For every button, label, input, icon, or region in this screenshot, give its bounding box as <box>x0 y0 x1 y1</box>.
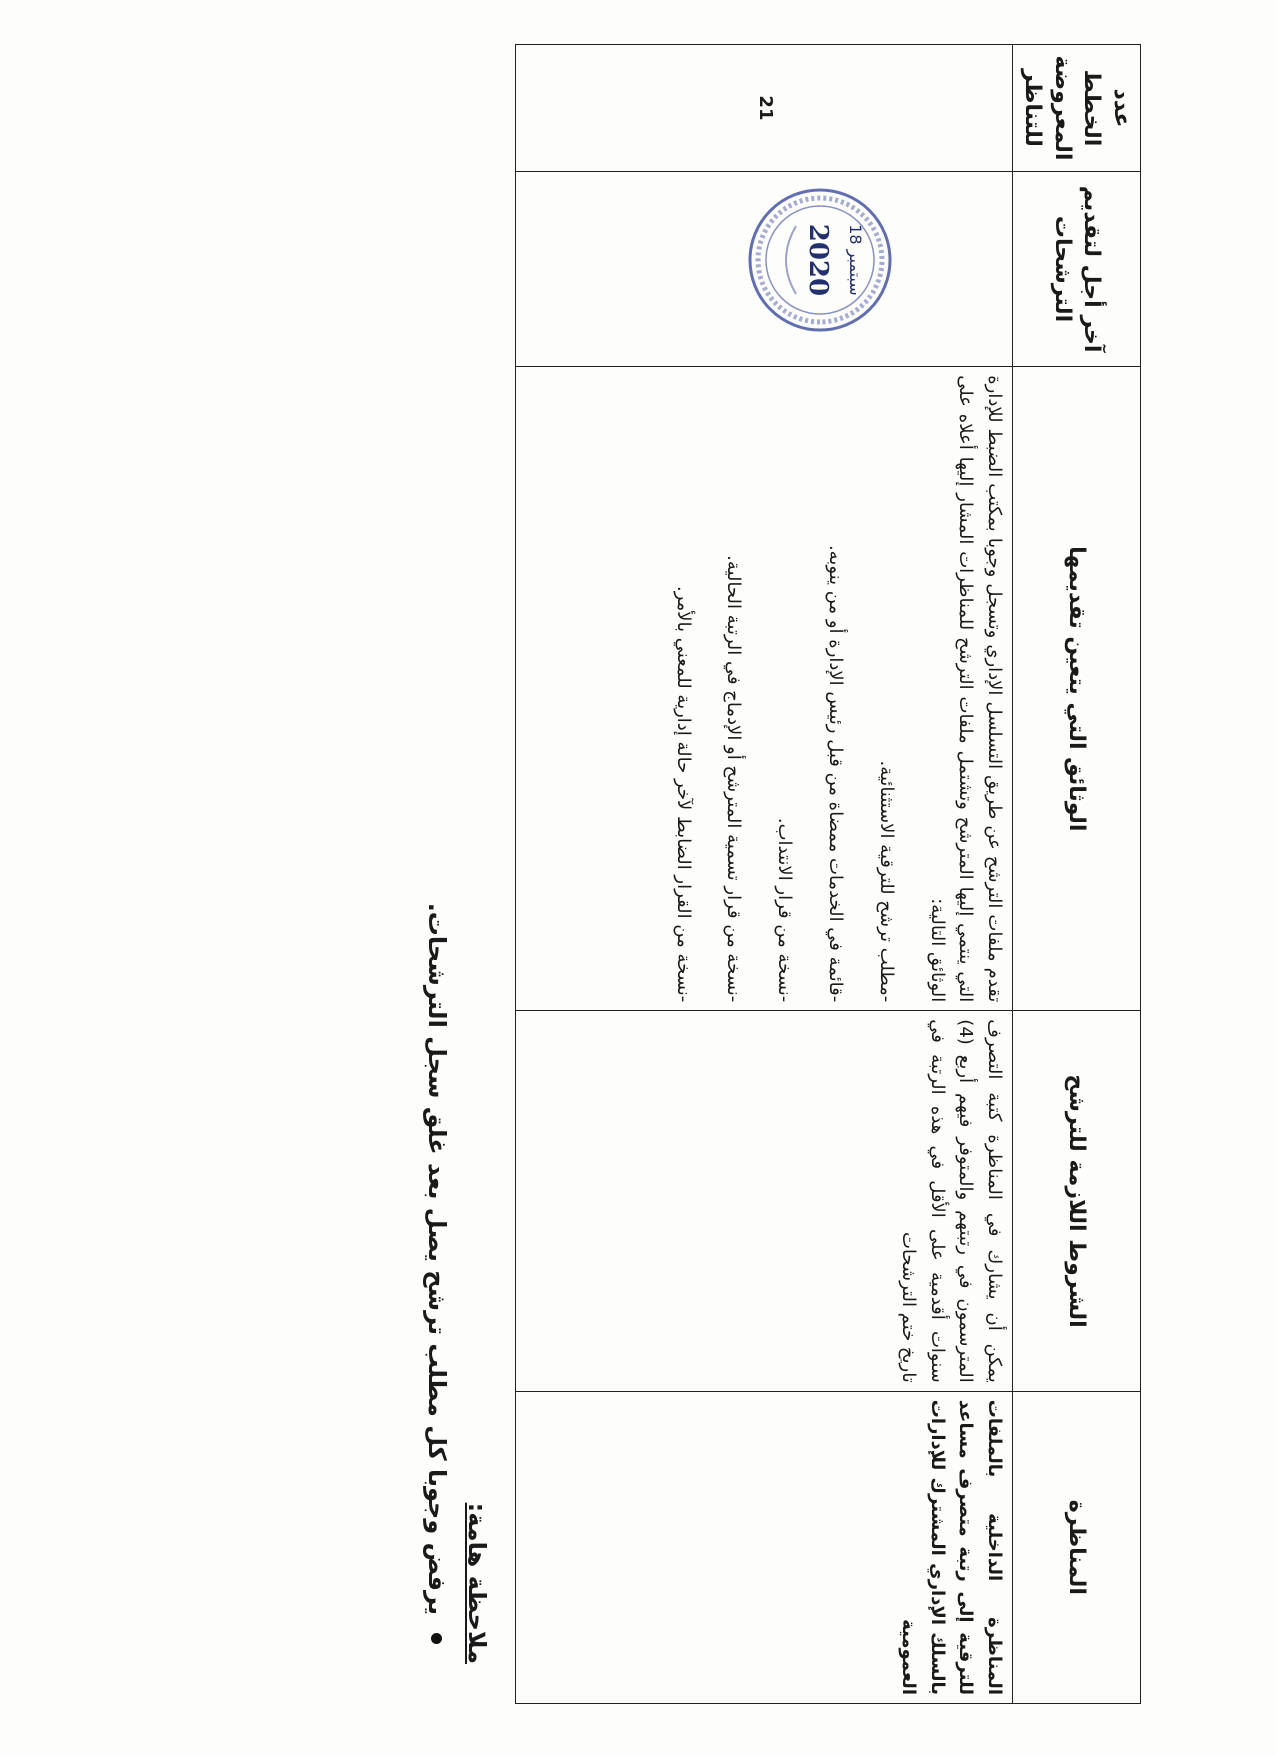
note-text: يرفض وجوبا كل مطلب ترشح يصل بعد غلق سجل الترشحات. <box>423 902 451 1615</box>
stamp-day: 18 سبتمبر <box>846 224 866 296</box>
document-item: -نسخة من القرار الضابط لآخر حالة إدارية للمعني بالأمر. <box>672 585 694 1003</box>
stamp-year: 2020 <box>803 223 834 297</box>
important-note <box>423 44 491 1704</box>
document-item: -نسخة من قرار الانتداب. <box>774 817 796 1003</box>
bullet-icon <box>432 1633 443 1644</box>
table-row <box>516 45 1013 1704</box>
header-documents: الوثائق التي يتعين تقديمها <box>1013 367 1141 1011</box>
document-item: -نسخة من قرار تسمية المترشح أو الإدماج في الرتبة الحالية. <box>723 555 745 1003</box>
cell-deadline <box>516 171 1013 366</box>
document-item: -مطلب ترشح للترقية الاستثنائية. <box>875 760 897 1003</box>
rotated-page <box>141 44 1141 1704</box>
cell-positions: 21 <box>516 45 1013 172</box>
document-item: -قائمة في الخدمات ممضاة من قبل رئيس الإدارة أو من ينوبه. <box>825 544 847 1003</box>
header-deadline: آخر أجل لتقديم الترشحات <box>1013 171 1141 366</box>
cell-exam: المناظرة الداخلية بالملفات للترقية إلى رتبة متصرف مساعد بالسلك الإداري المشترك للإدارات العمومية <box>516 1391 1013 1703</box>
documents-intro: تقدم ملفات الترشح عن طريق التسلسل الإداري وتسجل وجوبا بمكتب الضبط للإدارة التي ينتمي إليها المترشح وتشتمل ملفات الترشح للمناظرات المشار إليها أعلاه على الوثائق التالية: <box>926 375 1006 1003</box>
header-positions: عدد الخطط المعروضة للتناظر <box>1013 45 1141 172</box>
note-item <box>423 44 451 1644</box>
header-exam: المناظرة <box>1013 1391 1141 1703</box>
cell-documents <box>516 367 1013 1011</box>
header-conditions: الشروط اللازمة للترشح <box>1013 1011 1141 1391</box>
exam-table <box>515 44 1141 1704</box>
ministry-stamp <box>746 186 894 334</box>
note-title: ملاحظة هامة: <box>463 1502 491 1664</box>
cell-conditions: يمكن أن يشارك في المناظرة كتبة التصرف المترسمون في رتبتهم والمتوفر فيهم أربع (4) سنوات أقدمية على الأقل في هذه الرتبة في تاريخ ختم الترشحات <box>516 1011 1013 1391</box>
table-header-row <box>1013 45 1141 1704</box>
